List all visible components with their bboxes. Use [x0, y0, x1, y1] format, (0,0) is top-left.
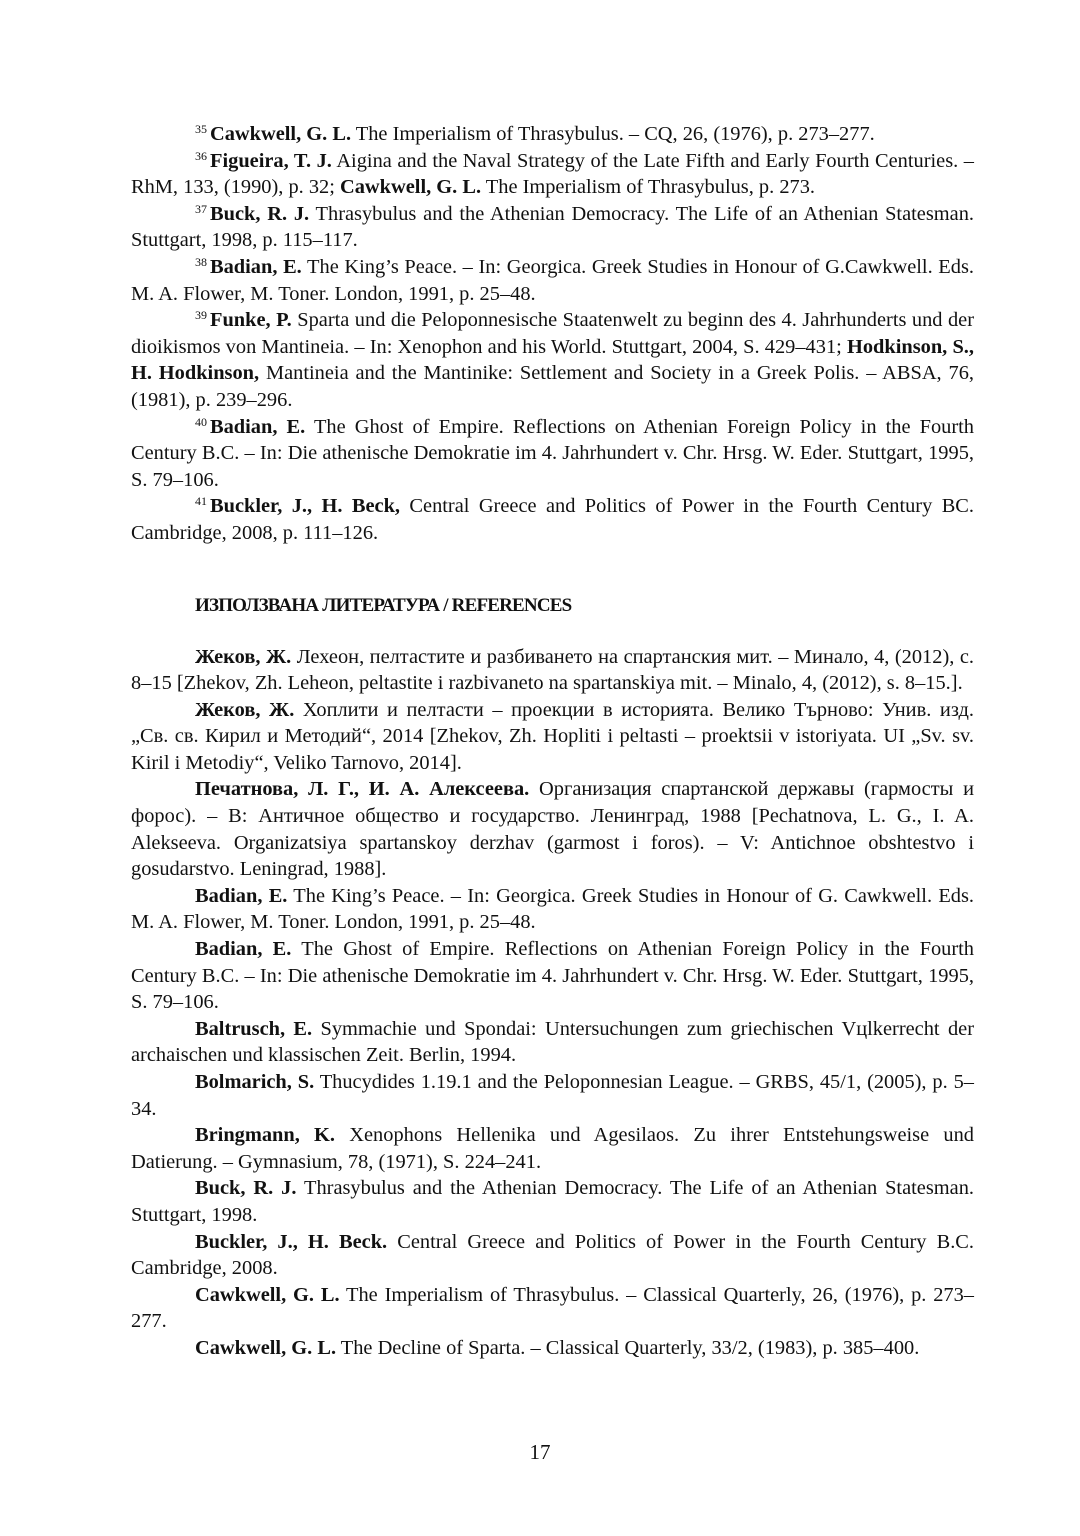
footnote: [131, 254, 974, 307]
reference-author: Badian, E.: [195, 938, 292, 961]
reference-entry: [131, 1282, 974, 1335]
footnote-author: Figueira, T. J.: [210, 149, 332, 172]
footnote: [131, 414, 974, 494]
reference-author: Bringmann, K.: [195, 1124, 336, 1147]
reference-entry: [131, 1069, 974, 1122]
footnote-text: Central Greece and Politics of Power in the Fourth Century BC. Cambridge, 2008, p. 111–126.: [131, 495, 974, 544]
reference-author: Cawkwell, G. L.: [195, 1283, 340, 1306]
reference-text: Лехеон, пелтастите и разбиването на спартанския мит. – Минало, 4, (2012), с. 8–15 [Zhekov, Zh. Leheon, peltastite i razbivaneto na spartanskiya mit. – Minalo, 4, (2012), s. 8–15.].: [131, 645, 974, 695]
footnote: [131, 201, 974, 254]
footnote-number: 40: [195, 414, 207, 429]
reference-author: Печатнова, Л. Г., И. А. Алексеева.: [195, 778, 530, 801]
footnote-text: Aigina and the Naval Strategy of the Late Fifth and Early Fourth Centuries. – RhM, 133, (1990), p. 32;: [131, 149, 974, 199]
reference-text: Thrasybulus and the Athenian Democracy. The Life of an Athenian Statesman. Stuttgart, 1998.: [131, 1177, 974, 1226]
page-number: 17: [529, 1440, 551, 1464]
footnote: [131, 307, 974, 413]
footnote-author: Cawkwell, G. L.: [340, 176, 482, 199]
reference-author: Жеков, Ж.: [195, 698, 295, 721]
footnote-number: 36: [195, 148, 207, 163]
reference-text: The Imperialism of Thrasybulus. – Classical Quarterly, 26, (1976), p. 273–277.: [131, 1283, 974, 1333]
reference-author: Badian, E.: [195, 884, 288, 907]
reference-text: The Decline of Sparta. – Classical Quarterly, 33/2, (1983), p. 385–400.: [336, 1336, 920, 1359]
footnote-text: Sparta und die Peloponnesische Staatenwelt zu beginn des 4. Jahrhunderts und der dioikismos von Mantineia. – In: Xenophon and his World. Stuttgart, 2004, S. 429–431;: [131, 309, 974, 358]
reference-author: Baltrusch, E.: [195, 1017, 313, 1040]
reference-entry: [131, 644, 974, 697]
reference-text: Central Greece and Politics of Power in the Fourth Century B.C. Cambridge, 2008.: [131, 1230, 974, 1280]
footnote-text: Mantineia and the Mantinike: Settlement and Society in a Greek Polis. – ABSA, 76, (1981), p. 239–296.: [131, 362, 974, 411]
footnote-text: The Ghost of Empire. Reflections on Athenian Foreign Policy in the Fourth Century B.C. – In: Die athenische Demokratie im 4. Jahrhundert v. Chr. Hrsg. W. Eder. Stuttgart, 1995, S. 79–106.: [131, 415, 975, 491]
reference-author: Жеков, Ж.: [195, 645, 292, 668]
footnote-author: Badian, E.: [210, 255, 302, 278]
footnote-author: Buck, R. J.: [210, 202, 310, 225]
reference-text: Symmachie und Spondai: Untersuchungen zum griechischen Vцlkerrecht der archaischen und klassischen Zeit. Berlin, 1994.: [131, 1017, 974, 1067]
reference-author: Cawkwell, G. L.: [195, 1336, 337, 1359]
footnote-number: 37: [195, 201, 207, 216]
reference-text: Thucydides 1.19.1 and the Peloponnesian League. – GRBS, 45/1, (2005), p. 5–34.: [131, 1071, 974, 1120]
reference-author: Bolmarich, S.: [195, 1071, 315, 1093]
reference-entry: [131, 697, 974, 777]
footnote-author: Cawkwell, G. L.: [210, 123, 352, 145]
footnote-author: Hodkinson, S., H. Hodkinson,: [131, 335, 974, 385]
reference-entry: [131, 1016, 974, 1069]
reference-author: Buckler, J., H. Beck.: [195, 1230, 388, 1253]
reference-entry: [131, 776, 974, 882]
references-list: [131, 644, 974, 1362]
reference-entry: [131, 1175, 974, 1228]
footnote-number: 35: [195, 122, 207, 136]
footnote: [131, 121, 974, 148]
footnote-author: Buckler, J., H. Beck,: [210, 495, 401, 518]
footnote: [131, 148, 974, 201]
footnotes-section: [131, 121, 974, 547]
reference-author: Buck, R. J.: [195, 1177, 297, 1200]
footnote-text: Thrasybulus and the Athenian Democracy. The Life of an Athenian Statesman. Stuttgart, 1998, p. 115–117.: [131, 202, 974, 252]
reference-text: The King’s Peace. – In: Georgica. Greek Studies in Honour of G. Cawkwell. Eds. M. A. Flower, M. Toner. London, 1991, p. 25–48.: [131, 884, 974, 934]
reference-text: Организация спартанской державы (гармосты и форос). – В: Античное общество и государство. Ленинград, 1988 [Pechatnova, L. G., I. A. Alekseeva. Organizatsiya spartanskoy derzhav (garmost i foros). – V: Antichnoe obshtestvo i gosudarstvo. Leningrad, 1988].: [131, 778, 975, 881]
reference-entry: [131, 1229, 974, 1282]
page-content: [131, 121, 974, 1362]
reference-entry: [131, 1122, 974, 1175]
footnote: [131, 493, 974, 546]
reference-entry: [131, 883, 974, 936]
footnote-author: Badian, E.: [210, 415, 306, 438]
footnote-number: 39: [195, 308, 207, 323]
footnote-text: The Imperialism of Thrasybulus, p. 273.: [481, 176, 816, 199]
footnote-text: The Imperialism of Thrasybulus. – CQ, 26, (1976), p. 273–277.: [351, 123, 875, 145]
footnote-text: The King’s Peace. – In: Georgica. Greek Studies in Honour of G.Cawkwell. Eds. M. A. Flower, M. Toner. London, 1991, p. 25–48.: [131, 255, 974, 305]
reference-entry: [131, 1335, 974, 1362]
references-heading: ИЗПОЛЗВАНА ЛИТЕРАТУРА / REFERENCES: [195, 594, 572, 616]
reference-text: Хоплити и пелтасти – проекции в историята. Велико Търново: Унив. изд. „Св. св. Кирил и Методий“, 2014 [Zhekov, Zh. Hopliti i peltasti – proektsii v istoriyata. UI „Sv. sv. Kiril i Metodiy“, Veliko Tarnovo, 2014].: [131, 698, 974, 774]
footnote-author: Funke, P.: [210, 309, 292, 332]
reference-text: The Ghost of Empire. Reflections on Athenian Foreign Policy in the Fourth Century B.C. – In: Die athenische Demokratie im 4. Jahrhundert v. Chr. Hrsg. W. Eder. Stuttgart, 1995, S. 79–106.: [131, 938, 974, 1014]
reference-entry: [131, 936, 974, 1016]
footnote-number: 38: [195, 254, 207, 269]
reference-text: Xenophons Hellenika und Agesilaos. Zu ihrer Entstehungsweise und Datierung. – Gymnasium, 78, (1971), S. 224–241.: [131, 1124, 974, 1173]
footnote-number: 41: [195, 494, 207, 509]
